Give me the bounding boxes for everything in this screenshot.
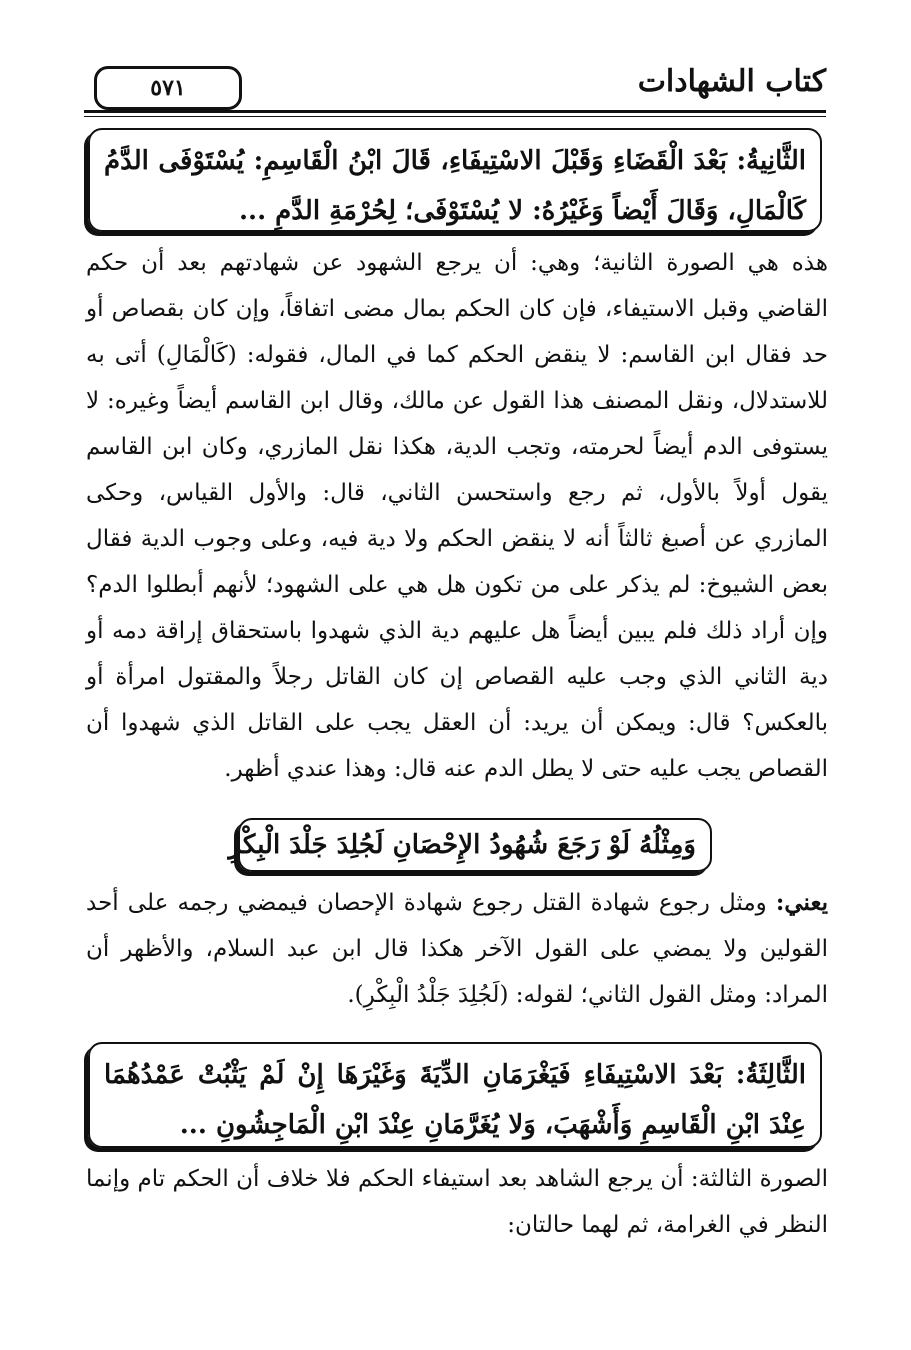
matn-box-third-case bbox=[88, 1042, 822, 1148]
matn-third-text: بَعْدَ الاسْتِيفَاءِ فَيَغْرَمَانِ الدِّيَةَ وَغَيْرَهَا إِنْ لَمْ يَثْبُتْ عَمْدُهُمَا عِنْدَ ابْنِ الْقَاسِمِ وَأَشْهَبَ، وَلا يُغَرَّمَانِ عِنْدَ ابْنِ الْمَاجِشُونِ ... bbox=[104, 1060, 806, 1140]
commentary-second-case bbox=[86, 240, 828, 792]
header-rule-thin bbox=[84, 116, 826, 117]
matn-box-ihsan bbox=[228, 818, 712, 872]
commentary-second-text: هذه هي الصورة الثانية؛ وهي: أن يرجع الشهود عن شهادتهم بعد أن حكم القاضي وقبل الاستيفاء، فإن كان الحكم بمال مضى اتفاقاً، وإن كان بقصاص أو حد فقال ابن القاسم: لا ينقض الحكم كما في المال، فقوله: (كَالْمَالِ) أتى به للاستدلال، ونقل المصنف هذا القول عن مالك، وقال ابن القاسم أيضاً وغيره: لا يستوفى الدم أيضاً لحرمته، وتجب الدية، هكذا نقل المازري، وكان ابن القاسم يقول أولاً بالأول، ثم رجع واستحسن الثاني، قال: والأول القياس، وحكى المازري عن أصبغ ثالثاً أنه لا ينقض الحكم ولا دية فيه، وعلى وجوب الدية فقال بعض الشيوخ: لم يذكر على من تكون هل هي على الشهود؛ لأنهم أبطلوا الدم؟ وإن أراد ذلك فلم يبين أيضاً هل عليهم دية الذي شهدوا باستحقاق إراقة دمه أو دية الثاني الذي وجب عليه القصاص إن كان القاتل رجلاً والمقتول امرأة أو بالعكس؟ قال: ويمكن أن يريد: أن العقل يجب على القاتل الذي شهدوا أن القصاص يجب عليه حتى لا يطل الدم عنه قال: وهذا عندي أظهر. bbox=[86, 250, 828, 782]
matn-second-lead: الثَّانِيةُ: bbox=[736, 146, 806, 176]
page-number: ٥٧١ bbox=[150, 75, 186, 101]
page-header bbox=[84, 60, 826, 118]
commentary-ihsan-text: ومثل رجوع شهادة القتل رجوع شهادة الإحصان فيمضي رجمه على أحد القولين ولا يمضي على القول الآخر هكذا قال ابن عبد السلام، والأظهر أن المراد: ومثل القول الثاني؛ لقوله: (لَجُلِدَ جَلْدُ الْبِكْرِ). bbox=[86, 890, 828, 1008]
page-number-box bbox=[94, 66, 242, 110]
matn-ihsan-text: وَمِثْلُهُ لَوْ رَجَعَ شُهُودُ الإِحْصَانِ لَجُلِدَ جَلْدَ الْبِكْرِ bbox=[228, 830, 696, 860]
commentary-third-case bbox=[86, 1156, 828, 1248]
header-rule bbox=[84, 110, 826, 113]
matn-second-text: بَعْدَ الْقَضَاءِ وَقَبْلَ الاسْتِيفَاءِ، قَالَ ابْنُ الْقَاسِمِ: يُسْتَوْفَى الدَّمُ كَالْمَالِ، وَقَالَ أَيْضاً وَغَيْرُهُ: لا يُسْتَوْفَى؛ لِحُرْمَةِ الدَّمِ ... bbox=[104, 146, 806, 226]
book-title: كتاب الشهادات bbox=[637, 64, 826, 99]
commentary-third-text: الصورة الثالثة: أن يرجع الشاهد بعد استيفاء الحكم فلا خلاف أن الحكم تام وإنما النظر في الغرامة، ثم لهما حالتان: bbox=[86, 1166, 828, 1238]
commentary-ihsan-lead: يعني: bbox=[775, 889, 828, 916]
matn-box-second-case bbox=[88, 128, 822, 232]
commentary-ihsan bbox=[86, 880, 828, 1018]
matn-third-lead: الثَّالِثَةُ: bbox=[735, 1060, 806, 1090]
